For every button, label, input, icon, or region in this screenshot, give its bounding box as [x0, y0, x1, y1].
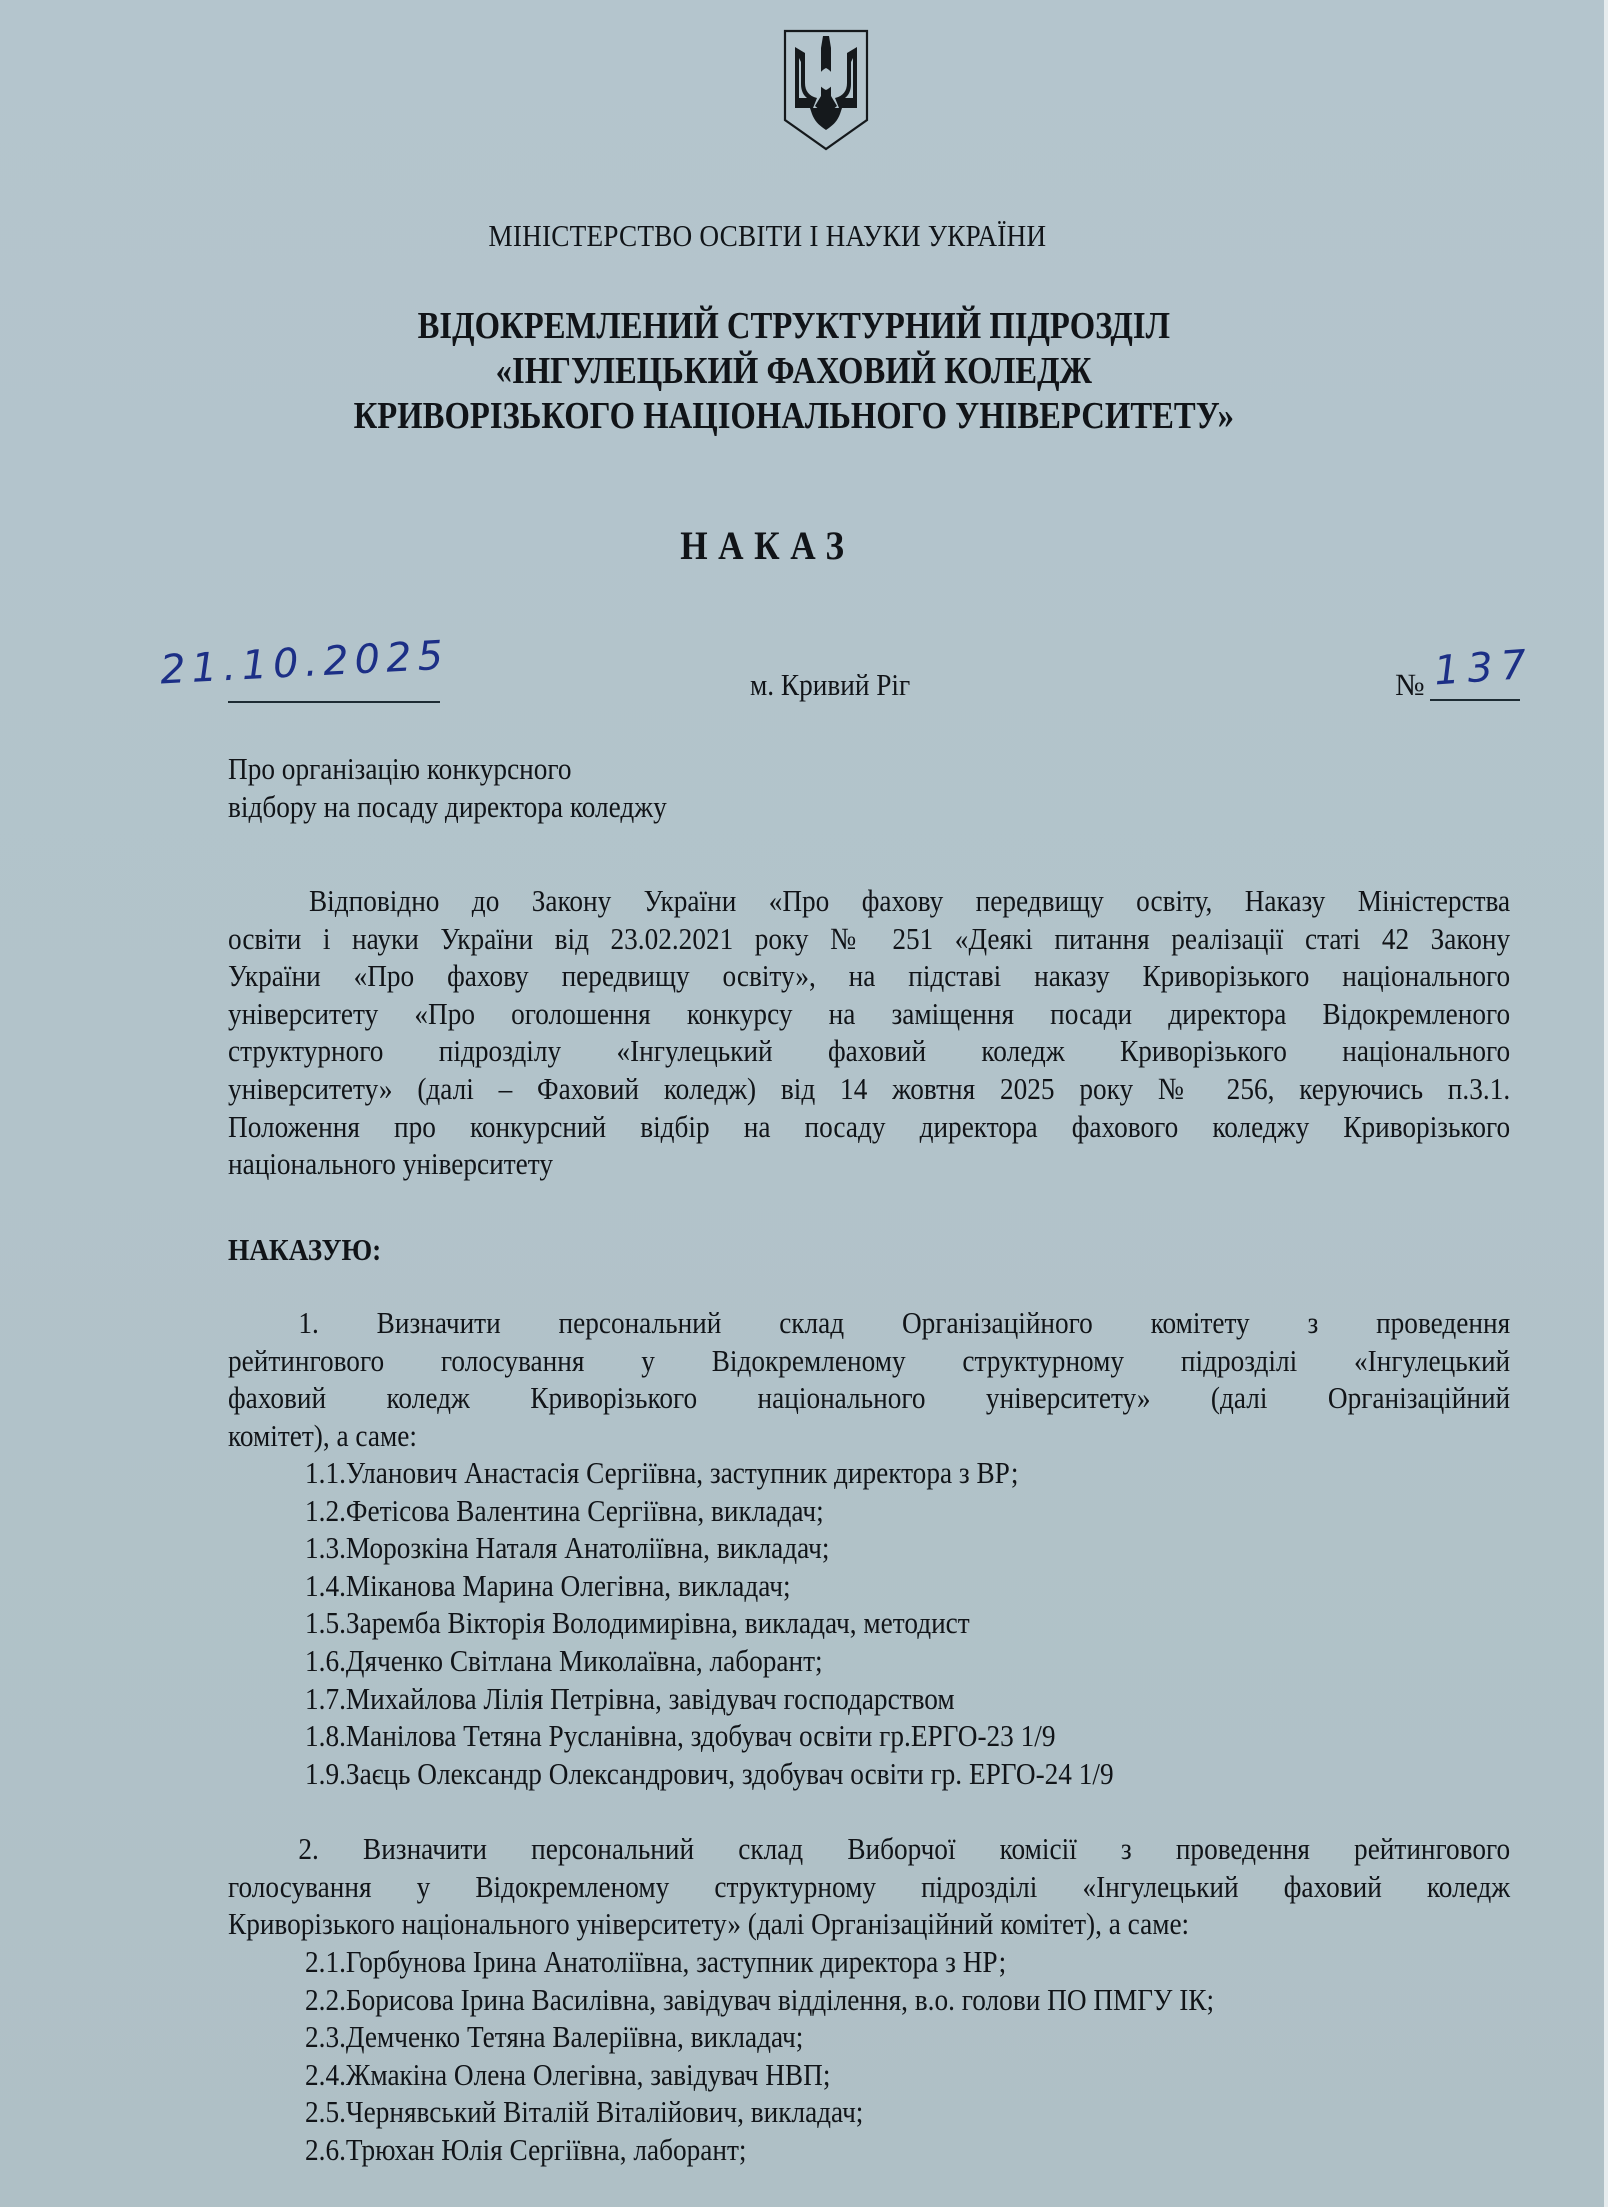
preamble-line: Положення про конкурсний відбір на посаду директора фахового коледжу Криворізького [228, 1108, 1511, 1144]
member-2-5: 2.5.Чернявський Віталій Віталійович, викладач; [305, 2094, 864, 2130]
order-word: НАКАЗУЮ: [228, 1232, 382, 1267]
number-underline [1430, 699, 1520, 701]
item-2-line: Криворізького національного університету» (далі Організаційний комітет), а саме: [228, 1906, 1190, 1942]
ministry-name: МІНІСТЕРСТВО ОСВІТИ І НАУКИ УКРАЇНИ [488, 218, 1047, 253]
member-1-4: 1.4.Міканова Марина Олегівна, викладач; [305, 1567, 791, 1603]
preamble-paragraph [228, 882, 1510, 1183]
member-2-3: 2.3.Демченко Тетяна Валеріївна, викладач; [305, 2019, 804, 2055]
institution-line-2: «ІНГУЛЕЦЬКИЙ ФАХОВИЙ КОЛЕДЖ [495, 350, 1092, 392]
handwritten-date: 21.10.2025 [158, 632, 451, 694]
member-1-3: 1.3.Морозкіна Наталя Анатоліївна, викладач; [305, 1530, 830, 1566]
item-1-line: рейтингового голосування у Відокремленому структурному підрозділі «Інгулецький [228, 1342, 1511, 1378]
member-1-7: 1.7.Михайлова Лілія Петрівна, завідувач господарством [305, 1680, 955, 1716]
preamble-line: Відповідно до Закону України «Про фахову передвищу освіту, Наказу Міністерства [308, 883, 1511, 918]
item-1-members [305, 1454, 1114, 1792]
preamble-line: структурного підрозділу «Інгулецький фаховий коледж Криворізького національного [228, 1033, 1511, 1069]
item-1-line: фаховий коледж Криворізького національного університету» (далі Організаційний [228, 1380, 1511, 1416]
preamble-line: університету» (далі – Фаховий коледж) від 14 жовтня 2025 року № 256, керуючись п.3.1. [228, 1070, 1511, 1106]
member-1-6: 1.6.Дяченко Світлана Миколаївна, лаборант; [305, 1642, 823, 1678]
preamble-line: України «Про фахову передвищу освіту», на підставі наказу Криворізького національного [228, 958, 1511, 994]
item-2-line: голосування у Відокремленому структурному підрозділі «Інгулецький фаховий коледж [228, 1868, 1511, 1904]
preamble-line: національного університету [228, 1146, 553, 1182]
ukraine-trident-icon [782, 28, 870, 152]
member-2-2: 2.2.Борисова Ірина Василівна, завідувач відділення, в.о. голови ПО ПМГУ ІК; [305, 1981, 1215, 2017]
number-label: № [1395, 667, 1425, 702]
preamble-line: університету «Про оголошення конкурсу на заміщення посади директора Відокремленого [228, 995, 1511, 1031]
city: м. Кривий Ріг [750, 667, 911, 702]
member-1-9: 1.9.Заєць Олександр Олександрович, здобувач освіти гр. ЕРГО-24 1/9 [305, 1755, 1114, 1791]
handwritten-number: 137 [1432, 641, 1536, 695]
item-2-members [305, 1943, 1214, 2169]
item-1-line: 1. Визначити персональний склад Організаційного комітету з проведення [298, 1305, 1511, 1340]
member-2-4: 2.4.Жмакіна Олена Олегівна, завідувач НВП; [305, 2056, 831, 2092]
member-2-6: 2.6.Трюхан Юлія Сергіївна, лаборант; [305, 2131, 747, 2167]
member-1-5: 1.5.Заремба Вікторія Володимирівна, викладач, методист [305, 1605, 970, 1641]
document-type-title: НАКАЗ [680, 523, 855, 568]
member-1-1: 1.1.Уланович Анастасія Сергіївна, заступник директора з ВР; [305, 1455, 1019, 1490]
subject-line-2: відбору на посаду директора коледжу [228, 789, 667, 824]
subject-line-1: Про організацію конкурсного [228, 751, 572, 786]
member-2-1: 2.1.Горбунова Ірина Анатоліївна, заступник директора з НР; [305, 1944, 1007, 1979]
item-1-paragraph [228, 1304, 1510, 1454]
institution-line-1: ВІДОКРЕМЛЕНИЙ СТРУКТУРНИЙ ПІДРОЗДІЛ [417, 305, 1170, 347]
item-2-line: 2. Визначити персональний склад Виборчої комісії з проведення рейтингового [298, 1831, 1511, 1866]
institution-line-3: КРИВОРІЗЬКОГО НАЦІОНАЛЬНОГО УНІВЕРСИТЕТУ» [353, 395, 1234, 437]
page-edge [1604, 0, 1608, 2207]
item-1-line: комітет), а саме: [228, 1417, 417, 1453]
item-2-paragraph [228, 1830, 1510, 1943]
date-underline [228, 701, 440, 703]
member-1-8: 1.8.Манілова Тетяна Русланівна, здобувач освіти гр.ЕРГО-23 1/9 [305, 1718, 1056, 1754]
member-1-2: 1.2.Фетісова Валентина Сергіївна, викладач; [305, 1492, 824, 1528]
preamble-line: освіти і науки України від 23.02.2021 року № 251 «Деякі питання реалізації статі 42 Закону [228, 920, 1511, 956]
